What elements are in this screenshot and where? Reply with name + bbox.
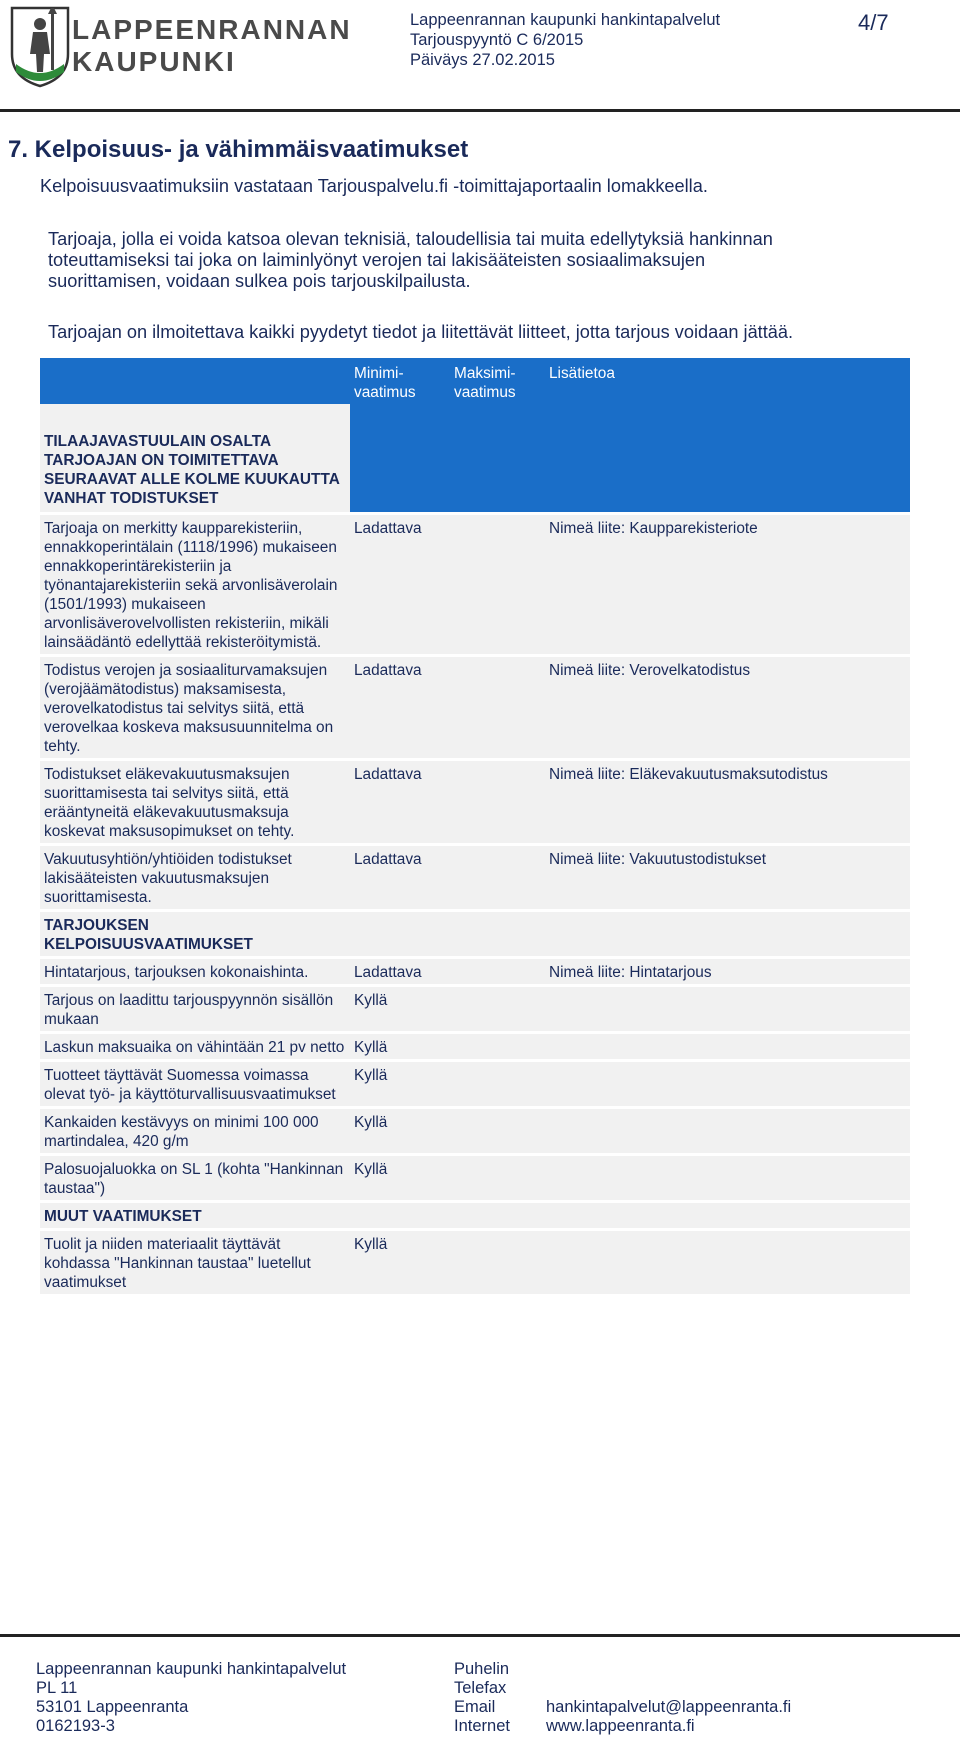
max-requirement-cell bbox=[450, 1062, 545, 1106]
requirement-cell: Tarjoaja on merkitty kaupparekisteriin, ennakkoperintälain (1118/1996) mukaiseen ennakkoperintärekisteriin ja työnantajarekisteriin sekä arvonlisäverolain (1501/1993) mukaiseen arvonlisäverovelvollisten rekisteriin, mikäli lainsäädäntö edellyttää rekisteröitymistä. bbox=[44, 520, 338, 651]
table-row bbox=[40, 761, 910, 843]
table-row bbox=[40, 846, 910, 909]
min-requirement-cell bbox=[350, 912, 450, 956]
header-date: Päiväys 27.02.2015 bbox=[410, 51, 555, 69]
info-cell bbox=[545, 1156, 910, 1200]
max-requirement-cell bbox=[450, 1034, 545, 1059]
requirements-table bbox=[40, 358, 910, 1297]
max-requirement-cell bbox=[450, 761, 545, 843]
table-row bbox=[40, 657, 910, 758]
footer-divider bbox=[0, 1634, 960, 1637]
col-header-info: Lisätietoa bbox=[549, 365, 615, 382]
requirement-cell: Tarjous on laadittu tarjouspyynnön sisällön mukaan bbox=[44, 992, 334, 1028]
footer-labels: Puhelin Telefax Email Internet bbox=[454, 1660, 510, 1735]
min-requirement-cell: Kyllä bbox=[354, 992, 388, 1009]
min-requirement-cell: Ladattava bbox=[354, 964, 422, 981]
info-cell bbox=[545, 404, 910, 512]
footer-address: Lappeenrannan kaupunki hankintapalvelut PL 11 53101 Lappeenranta 0162193-3 bbox=[36, 1660, 347, 1735]
table-section-row bbox=[40, 912, 910, 956]
col-header-requirement bbox=[40, 358, 350, 404]
max-requirement-cell bbox=[450, 657, 545, 758]
max-requirement-cell bbox=[450, 912, 545, 956]
info-cell bbox=[545, 1109, 910, 1153]
footer-web-link[interactable]: www.lappeenranta.fi bbox=[546, 1717, 695, 1735]
table-row bbox=[40, 515, 910, 654]
header-divider bbox=[0, 109, 960, 112]
header-meta bbox=[410, 10, 720, 70]
logo-wordmark: LAPPEENRANNAN KAUPUNKI bbox=[72, 14, 352, 77]
info-cell bbox=[545, 912, 910, 956]
info-cell bbox=[545, 1062, 910, 1106]
min-requirement-cell: Kyllä bbox=[354, 1236, 388, 1253]
max-requirement-cell bbox=[450, 1156, 545, 1200]
min-requirement-cell: Ladattava bbox=[354, 851, 422, 868]
info-cell: Nimeä liite: Hintatarjous bbox=[549, 964, 712, 981]
table-row bbox=[40, 1156, 910, 1200]
header-ref: Tarjouspyyntö C 6/2015 bbox=[410, 31, 584, 49]
table-row bbox=[40, 1034, 910, 1059]
table-section-row bbox=[40, 1203, 910, 1228]
page-number: 4/7 bbox=[858, 10, 889, 35]
requirement-cell: Palosuojaluokka on SL 1 (kohta "Hankinnan taustaa") bbox=[44, 1161, 344, 1197]
table-section-row bbox=[40, 404, 910, 512]
col-header-max: Maksimi- vaatimus bbox=[454, 365, 516, 401]
requirement-cell: TILAAJAVASTUULAIN OSALTA TARJOAJAN ON TOIMITETTAVA SEURAAVAT ALLE KOLME KUUKAUTTA VANHAT TODISTUKSET bbox=[40, 404, 350, 512]
requirement-cell: Tuolit ja niiden materiaalit täyttävät kohdassa "Hankinnan taustaa" luetellut vaatimukset bbox=[44, 1236, 311, 1291]
info-cell: Nimeä liite: Eläkevakuutusmaksutodistus bbox=[549, 766, 828, 783]
requirement-cell: Todistus verojen ja sosiaaliturvamaksujen (verojäämätodistus) maksamisesta, verovelkatodistus tai selvitys siitä, että verovelkaa koskeva maksusuunnitelma on tehty. bbox=[44, 662, 334, 755]
requirement-cell: Laskun maksuaika on vähintään 21 pv netto bbox=[44, 1039, 345, 1056]
min-requirement-cell: Kyllä bbox=[354, 1039, 388, 1056]
max-requirement-cell bbox=[450, 1203, 545, 1228]
max-requirement-cell bbox=[450, 1231, 545, 1294]
table-row bbox=[40, 1109, 910, 1153]
requirement-cell: Kankaiden kestävyys on minimi 100 000 martindalea, 420 g/m bbox=[44, 1114, 319, 1150]
header-org: Lappeenrannan kaupunki hankintapalvelut bbox=[410, 11, 721, 29]
info-cell: Nimeä liite: Verovelkatodistus bbox=[549, 662, 751, 679]
max-requirement-cell bbox=[450, 1109, 545, 1153]
max-requirement-cell bbox=[450, 959, 545, 984]
info-cell bbox=[545, 1231, 910, 1294]
col-header-min: Minimi- vaatimus bbox=[354, 365, 416, 401]
requirement-cell: Todistukset eläkevakuutusmaksujen suorittamisesta tai selvitys siitä, että erääntyneitä eläkevakuutusmaksuja koskevat maksusopimukset on tehty. bbox=[44, 766, 295, 840]
min-requirement-cell: Kyllä bbox=[354, 1161, 388, 1178]
table-row bbox=[40, 1231, 910, 1294]
min-requirement-cell: Kyllä bbox=[354, 1067, 388, 1084]
table-header bbox=[40, 358, 910, 404]
requirement-cell: Hintatarjous, tarjouksen kokonaishinta. bbox=[44, 964, 309, 981]
max-requirement-cell bbox=[450, 987, 545, 1031]
max-requirement-cell bbox=[450, 404, 545, 512]
min-requirement-cell bbox=[350, 404, 450, 512]
info-cell: Nimeä liite: Vakuutustodistukset bbox=[549, 851, 766, 868]
paragraph-portal: Kelpoisuusvaatimuksiin vastataan Tarjouspalvelu.fi -toimittajaportaalin lomakkeella. bbox=[40, 176, 708, 196]
paragraph-required: Tarjoajan on ilmoitettava kaikki pyydetyt tiedot ja liitettävät liitteet, jotta tarjous voidaan jättää. bbox=[48, 322, 794, 342]
table-row bbox=[40, 959, 910, 984]
requirement-cell: Vakuutusyhtiön/yhtiöiden todistukset lakisääteisten vakuutusmaksujen suorittamisesta. bbox=[44, 851, 292, 906]
min-requirement-cell: Ladattava bbox=[354, 520, 422, 537]
min-requirement-cell bbox=[350, 1203, 450, 1228]
footer-contacts bbox=[546, 1660, 791, 1736]
paragraph-exclusion: Tarjoaja, jolla ei voida katsoa olevan teknisiä, taloudellisia tai muita edellytyksiä hankinnan toteuttamiseksi tai joka on laiminlyönyt verojen tai lakisääteisten sosiaalimaksujen suorittamisen, voidaan sulkea pois tarjouskilpailusta. bbox=[48, 229, 773, 291]
max-requirement-cell bbox=[450, 846, 545, 909]
requirement-cell: MUUT VAATIMUKSET bbox=[44, 1208, 202, 1225]
page-header bbox=[0, 0, 960, 112]
info-cell bbox=[545, 1034, 910, 1059]
footer-email-link[interactable]: hankintapalvelut@lappeenranta.fi bbox=[546, 1698, 792, 1716]
info-cell: Nimeä liite: Kaupparekisteriote bbox=[549, 520, 758, 537]
min-requirement-cell: Kyllä bbox=[354, 1114, 388, 1131]
section-title: 7. Kelpoisuus- ja vähimmäisvaatimukset bbox=[8, 136, 469, 163]
table-row bbox=[40, 987, 910, 1031]
min-requirement-cell: Ladattava bbox=[354, 662, 422, 679]
info-cell bbox=[545, 987, 910, 1031]
requirement-cell: Tuotteet täyttävät Suomessa voimassa olevat työ- ja käyttöturvallisuusvaatimukset bbox=[44, 1067, 336, 1103]
info-cell bbox=[545, 1203, 910, 1228]
max-requirement-cell bbox=[450, 515, 545, 654]
min-requirement-cell: Ladattava bbox=[354, 766, 422, 783]
table-row bbox=[40, 1062, 910, 1106]
requirement-cell: TARJOUKSEN KELPOISUUSVAATIMUKSET bbox=[44, 917, 253, 953]
